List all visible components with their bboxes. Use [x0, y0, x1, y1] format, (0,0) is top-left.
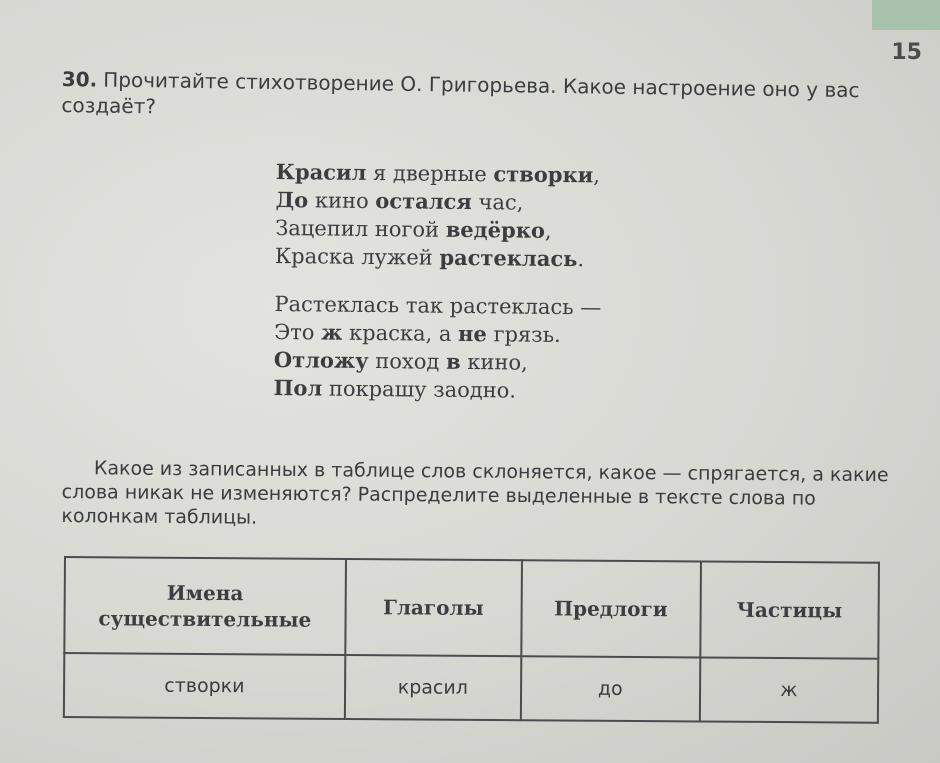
poem-text: я дверные	[366, 160, 494, 187]
poem-line	[273, 374, 600, 405]
cell-particles: ж	[699, 657, 878, 722]
poem-text: .	[577, 247, 585, 272]
cell-verbs: красил	[344, 655, 521, 720]
word-table-wrap	[63, 556, 880, 724]
poem-text: Это	[274, 319, 322, 345]
poem-text: поход	[368, 348, 447, 374]
exercise-question: Какое из записанных в таблице слов склоняется, какое — спрягается, а какие слова никак не изменяются? Распределите выделенные в тексте слова по колонкам таблицы.	[61, 457, 889, 529]
highlighted-word: Красил	[275, 158, 367, 185]
poem-line	[274, 290, 601, 321]
page-number: 15	[891, 40, 922, 65]
highlighted-word: До	[275, 186, 309, 213]
cell-prepositions: до	[521, 656, 700, 721]
cell-nouns: створки	[64, 653, 345, 719]
highlighted-word: остался	[375, 188, 473, 215]
poem-text: кино	[308, 188, 376, 214]
poem-line	[275, 186, 602, 217]
poem-text: кино,	[460, 349, 528, 375]
poem-text: грязь.	[486, 322, 561, 347]
poem-text: ,	[593, 163, 601, 188]
highlighted-word: ж	[321, 319, 343, 345]
task-text: Прочитайте стихотворение О. Григорьева. Какое настроение оно у вас создаёт?	[61, 67, 860, 119]
poem-text: час,	[471, 190, 524, 215]
poem-stanza-2	[273, 290, 601, 405]
poem	[273, 158, 603, 425]
header-nouns-line2: существительные	[98, 606, 312, 632]
highlighted-word: не	[457, 320, 487, 347]
poem-text: Краска лужей	[274, 243, 440, 270]
poem-line	[274, 346, 601, 377]
poem-stanza-1	[275, 158, 603, 273]
task-heading	[61, 66, 902, 130]
highlighted-word: ведёрко	[445, 216, 546, 243]
poem-text: краска, а	[342, 320, 459, 346]
poem-text: покрашу заодно.	[322, 376, 517, 403]
poem-text: ,	[544, 218, 552, 243]
table-row	[64, 653, 878, 723]
header-prepositions: Предлоги	[521, 560, 700, 657]
poem-text: Растеклась так растеклась —	[274, 291, 602, 320]
highlighted-word: растеклась	[439, 244, 578, 272]
header-particles: Частицы	[700, 561, 879, 658]
header-nouns-line1: Имена	[166, 580, 244, 606]
poem-line	[276, 158, 603, 189]
poem-line	[274, 318, 601, 349]
task-number: 30.	[61, 66, 98, 92]
page-tab-strip	[872, 0, 940, 30]
header-verbs: Глаголы	[345, 559, 522, 656]
header-nouns	[64, 557, 345, 655]
highlighted-word: в	[445, 348, 461, 374]
poem-line	[275, 214, 602, 245]
highlighted-word: Отложу	[273, 346, 369, 373]
highlighted-word: Пол	[273, 374, 323, 401]
table-header-row	[64, 557, 879, 659]
poem-line	[275, 242, 602, 273]
poem-text: Зацепил ногой	[275, 215, 446, 242]
highlighted-word: створки	[493, 161, 594, 188]
word-table	[63, 556, 880, 724]
